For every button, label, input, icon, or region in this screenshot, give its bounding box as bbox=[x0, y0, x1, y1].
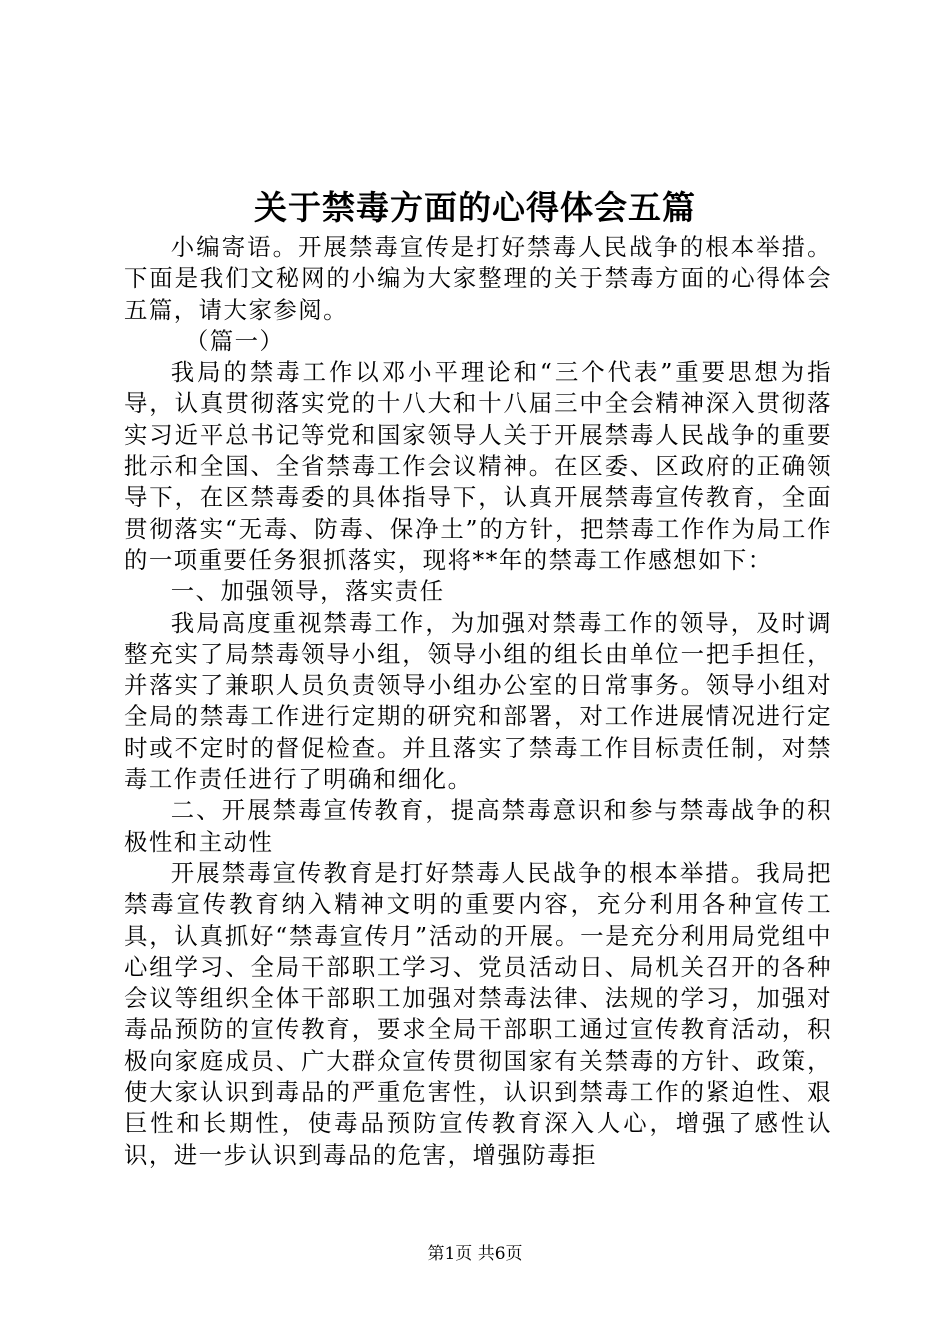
intro-paragraph: 小编寄语。开展禁毒宣传是打好禁毒人民战争的根本举措。下面是我们文秘网的小编为大家整理的关于禁毒方面的心得体会五篇，请大家参阅。 bbox=[124, 233, 832, 324]
section-heading: 一、加强领导，落实责任 bbox=[170, 577, 445, 606]
section-label: （篇一） bbox=[184, 326, 285, 355]
document-title: 关于禁毒方面的心得体会五篇 bbox=[254, 188, 696, 227]
body-paragraph: 我局高度重视禁毒工作，为加强对禁毒工作的领导，及时调整充实了局禁毒领导小组，领导小组的组长由单位一把手担任，并落实了兼职人员负责领导小组办公室的日常事务。领导小组对全局的禁毒工作进行定期的研究和部署，对工作进展情况进行定时或不定时的督促检查。并且落实了禁毒工作目标责任制，对禁毒工作责任进行了明确和细化。 bbox=[124, 608, 832, 794]
page-number-footer: 第1页 共6页 bbox=[427, 1244, 523, 1264]
body-paragraph: 开展禁毒宣传教育是打好禁毒人民战争的根本举措。我局把禁毒宣传教育纳入精神文明的重要内容，充分利用各种宣传工具，认真抓好“禁毒宣传月”活动的开展。一是充分利用局党组中心组学习、全局干部职工学习、党员活动日、局机关召开的各种会议等组织全体干部职工加强对禁毒法律、法规的学习，加强对毒品预防的宣传教育，要求全局干部职工通过宣传教育活动，积极向家庭成员、广大群众宣传贯彻国家有关禁毒的方针、政策，使大家认识到毒品的严重危害性，认识到禁毒工作的紧迫性、艰巨性和长期性，使毒品预防宣传教育深入人心，增强了感性认识，进一步认识到毒品的危害，增强防毒拒 bbox=[124, 858, 832, 1169]
body-paragraph: 我局的禁毒工作以邓小平理论和“三个代表”重要思想为指导，认真贯彻落实党的十八大和十八届三中全会精神深入贯彻落实习近平总书记等党和国家领导人关于开展禁毒人民战争的重要批示和全国、全省禁毒工作会议精神。在区委、区政府的正确领导下，在区禁毒委的具体指导下，认真开展禁毒宣传教育，全面贯彻落实“无毒、防毒、保净土”的方针，把禁毒工作作为局工作的一项重要任务狠抓落实，现将**年的禁毒工作感想如下： bbox=[124, 358, 832, 574]
section-heading: 二、开展禁毒宣传教育，提高禁毒意识和参与禁毒战争的积极性和主动性 bbox=[124, 796, 832, 856]
document-body bbox=[124, 232, 832, 1171]
